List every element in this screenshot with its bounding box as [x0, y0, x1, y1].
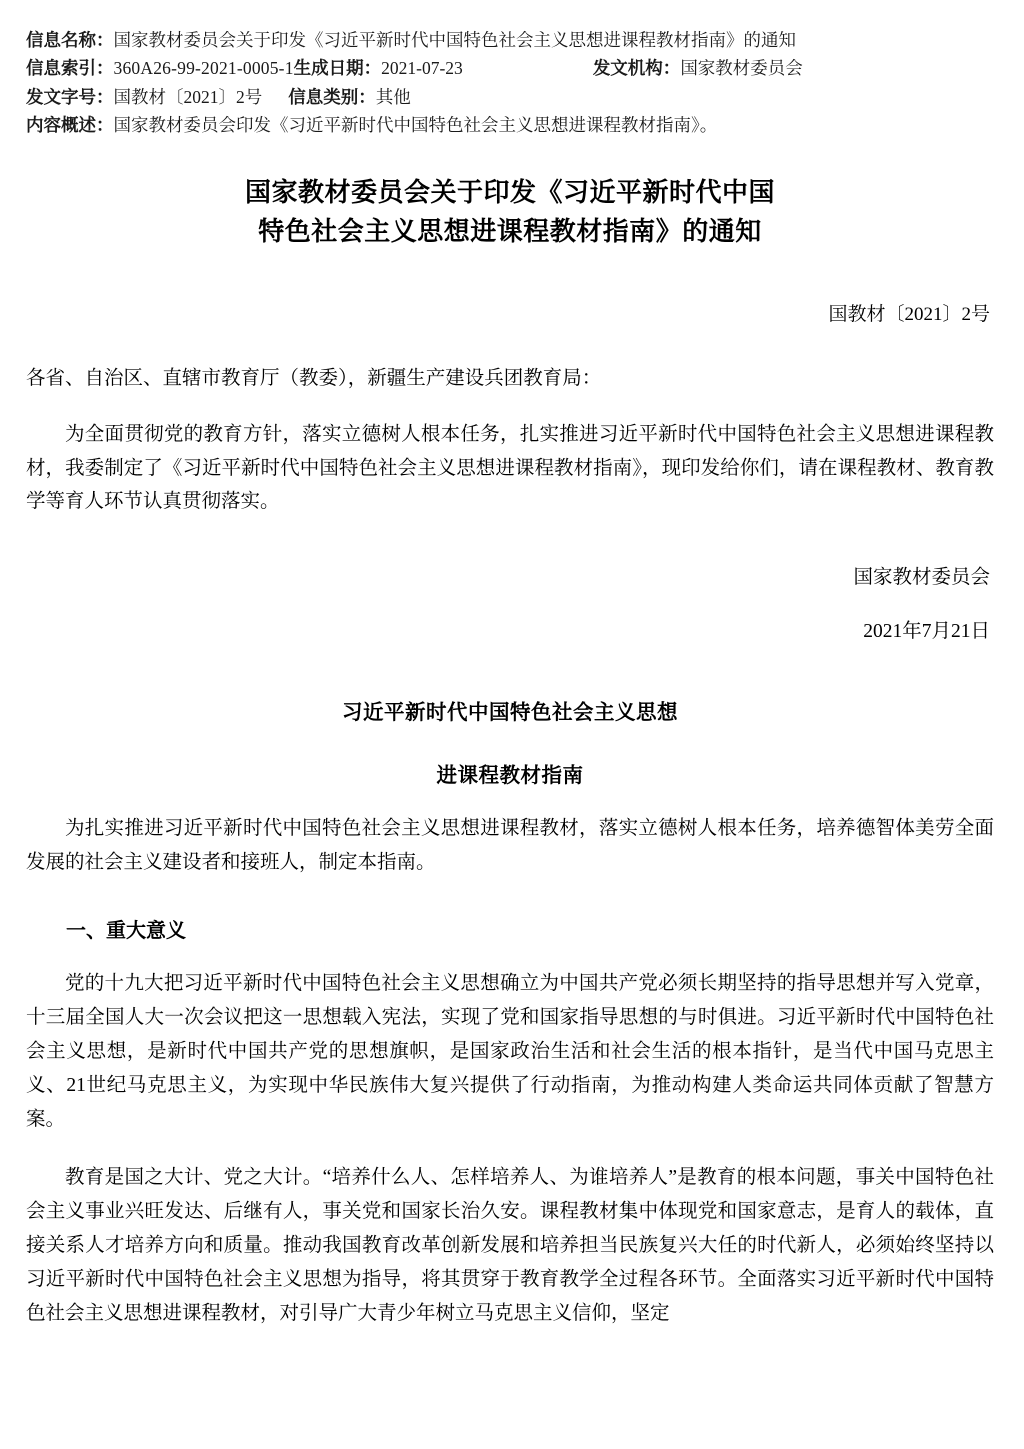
- metadata-label-summary: 内容概述：: [26, 115, 114, 136]
- guide-subtitle: 进课程教材指南: [436, 764, 584, 788]
- salutation: 各省、自治区、直辖市教育厅（教委），新疆生产建设兵团教育局：: [26, 368, 602, 390]
- metadata-value-docnum: 国教材〔2021〕2号: [113, 86, 263, 107]
- metadata-label-category: 信息类别：: [288, 86, 376, 107]
- page-title: [26, 173, 994, 251]
- signature-organization: 国家教材委员会: [853, 567, 990, 589]
- metadata-value-index: 360A26-99-2021-0005-1: [113, 58, 294, 79]
- metadata-label-index: 信息索引：: [26, 58, 114, 79]
- metadata-label-name: 信息名称：: [26, 30, 114, 50]
- section-1-paragraph-1: 党的十九大把习近平新时代中国特色社会主义思想确立为中国共产党必须长期坚持的指导思想并写入党章，十三届全国人大一次会议把这一思想载入宪法，实现了党和国家指导思想的与时俱进。习近平新时代中国特色社会主义思想，是新时代中国共产党的思想旗帜，是国家政治生活和社会生活的根本指针，是当代中国马克思主义、21世纪马克思主义，为实现中华民族伟大复兴提供了行动指南，为推动构建人类命运共同体贡献了智慧方案。: [26, 973, 994, 1130]
- metadata-row-summary: [26, 111, 994, 139]
- guide-title: 习近平新时代中国特色社会主义思想: [342, 701, 678, 725]
- section-1-paragraph-2: 教育是国之大计、党之大计。“培养什么人、怎样培养人、为谁培养人”是教育的根本问题，事关中国特色社会主义事业兴旺发达、后继有人，事关党和国家长治久安。课程教材集中体现党和国家意志，是育人的载体，直接关系人才培养方向和质量。推动我国教育改革创新发展和培养担当民族复兴大任的时代新人，必须始终坚持以习近平新时代中国特色社会主义思想为指导，将其贯穿于教育教学全过程各环节。全面落实习近平新时代中国特色社会主义思想进课程教材，对引导广大青少年树立马克思主义信仰，坚定: [26, 1166, 994, 1324]
- metadata-value-summary: 国家教材委员会印发《习近平新时代中国特色社会主义思想进课程教材指南》。: [113, 115, 718, 136]
- document-metadata: [26, 26, 994, 139]
- signature-date: 2021年7月21日: [863, 621, 990, 643]
- metadata-label-issuer: 发文机构：: [592, 58, 681, 79]
- metadata-label-gen-date: 生成日期：: [293, 58, 382, 79]
- metadata-label-docnum: 发文字号：: [26, 86, 114, 107]
- metadata-row-name: [26, 26, 994, 54]
- guide-intro-paragraph: 为扎实推进习近平新时代中国特色社会主义思想进课程教材，落实立德树人根本任务，培养德智体美劳全面发展的社会主义建设者和接班人，制定本指南。: [26, 818, 994, 874]
- page-title-line-2: 特色社会主义思想进课程教材指南》的通知: [258, 216, 762, 247]
- metadata-value-issuer: 国家教材委员会: [680, 58, 803, 79]
- document-number: 国教材〔2021〕2号: [828, 304, 990, 326]
- metadata-value-category: 其他: [375, 86, 411, 107]
- metadata-row-index: [26, 54, 994, 82]
- notice-paragraph: 为全面贯彻党的教育方针，落实立德树人根本任务，扎实推进习近平新时代中国特色社会主义思想进课程教材，我委制定了《习近平新时代中国特色社会主义思想进课程教材指南》，现印发给你们，请在课程教材、教育教学等育人环节认真贯彻落实。: [26, 423, 994, 513]
- metadata-row-docnum: [26, 83, 994, 111]
- metadata-value-gen-date: 2021-07-23: [381, 58, 463, 79]
- section-heading-1: 一、重大意义: [66, 920, 186, 943]
- metadata-value-name: 国家教材委员会关于印发《习近平新时代中国特色社会主义思想进课程教材指南》的通知: [113, 30, 796, 50]
- page-title-line-1: 国家教材委员会关于印发《习近平新时代中国: [244, 177, 775, 208]
